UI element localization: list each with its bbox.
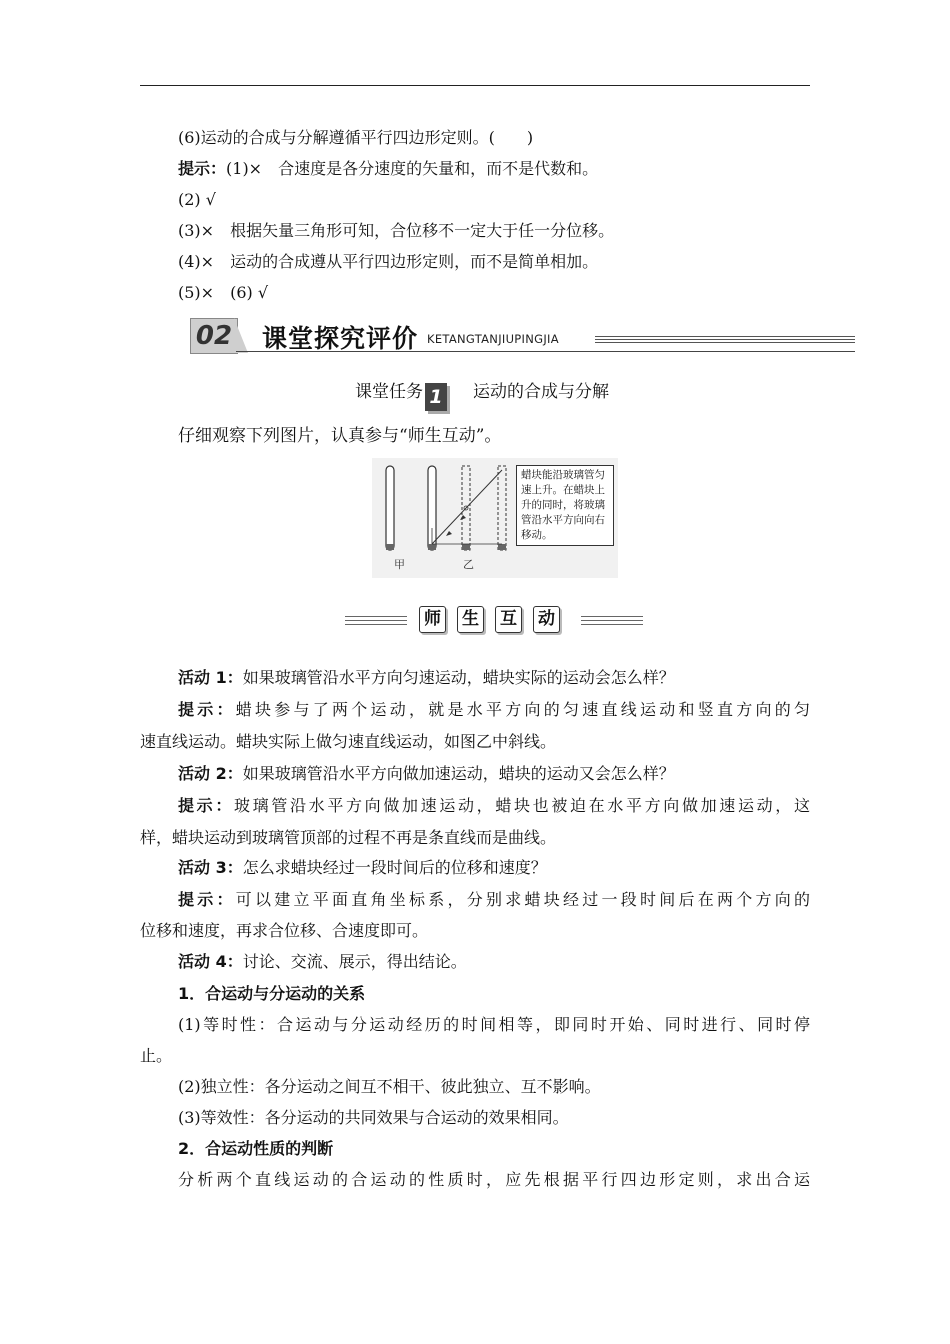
right-decor-lines bbox=[581, 616, 643, 628]
header-rule bbox=[140, 85, 810, 86]
tip-3-line-2: 位移和速度，再求合位移、合速度即可。 bbox=[140, 921, 429, 940]
tip-answer-2: (2) √ bbox=[178, 190, 216, 209]
tip-answer-1 bbox=[178, 159, 598, 179]
figure-caption: 蜡块能沿玻璃管匀速上升。在蜡块上升的同时，将玻璃管沿水平方向向右移动。 bbox=[516, 465, 614, 546]
answer-text: 合速度是各分速度的矢量和，而不是代数和。 bbox=[278, 159, 599, 178]
answer-mark: (4)× bbox=[178, 252, 215, 271]
point-text: (1)等时性：合运动与分运动经历的时间相等，即同时开始、同时进行、同时停 bbox=[178, 1015, 810, 1034]
tip-1-line-1 bbox=[178, 700, 810, 720]
tip-answer-5-6 bbox=[178, 283, 268, 303]
banner-rules bbox=[595, 336, 855, 345]
section-pinyin: KETANGTANJIUPINGJIA bbox=[427, 332, 559, 346]
task-heading bbox=[355, 380, 609, 411]
tip-text: 可以建立平面直角坐标系，分别求蜡块经过一段时间后在两个方向的 bbox=[235, 890, 810, 909]
section-title: 课堂探究评价 bbox=[262, 324, 419, 353]
point-2: (2)独立性：各分运动之间互不相干、彼此独立、互不影响。 bbox=[178, 1077, 601, 1096]
point-4 bbox=[178, 1170, 810, 1190]
section-banner bbox=[190, 318, 855, 354]
activity-label: 活动 2： bbox=[178, 764, 243, 783]
activity-label: 活动 4： bbox=[178, 952, 243, 971]
heading-judgement: 2．合运动性质的判断 bbox=[178, 1139, 334, 1158]
activity-question: 如果玻璃管沿水平方向匀速运动，蜡块实际的运动会怎么样？ bbox=[242, 668, 675, 687]
point-3: (3)等效性：各分运动的共同效果与合运动的效果相同。 bbox=[178, 1108, 569, 1127]
tip-label: 提示： bbox=[178, 700, 236, 719]
tip-answer-4 bbox=[178, 252, 598, 272]
interaction-header bbox=[345, 606, 645, 638]
box-char-2: 生 bbox=[457, 606, 484, 633]
section-number: 02 bbox=[190, 318, 238, 354]
label-yi: 乙 bbox=[463, 558, 474, 571]
activity-label: 活动 1： bbox=[178, 668, 243, 687]
point-1-line-1 bbox=[178, 1015, 810, 1035]
activity-1 bbox=[178, 668, 675, 688]
label-jia: 甲 bbox=[394, 558, 405, 571]
tip-label: 提示： bbox=[178, 890, 236, 909]
task-prefix: 课堂任务 bbox=[355, 382, 423, 402]
interaction-boxes bbox=[419, 606, 571, 633]
tip-label: 提示： bbox=[178, 159, 227, 178]
tip-3-line-1 bbox=[178, 890, 810, 910]
tip-label: 提示： bbox=[178, 796, 234, 815]
answer-5: (5)× bbox=[178, 283, 215, 302]
left-decor-lines bbox=[345, 616, 407, 628]
answer-mark: (1)× bbox=[226, 159, 263, 178]
tip-1-line-2: 速直线运动。蜡块实际上做匀速直线运动，如图乙中斜线。 bbox=[140, 732, 557, 751]
activity-4 bbox=[178, 952, 467, 972]
activity-question: 怎么求蜡块经过一段时间后的位移和速度？ bbox=[242, 858, 547, 877]
activity-label: 活动 3： bbox=[178, 858, 243, 877]
heading-relation: 1．合运动与分运动的关系 bbox=[178, 984, 366, 1003]
activity-2 bbox=[178, 764, 675, 784]
box-char-1: 师 bbox=[419, 606, 446, 633]
tip-text: 玻璃管沿水平方向做加速运动，蜡块也被迫在水平方向做加速运动，这 bbox=[234, 796, 810, 815]
task-number-badge: 1 bbox=[425, 383, 447, 411]
banner-slash bbox=[234, 318, 248, 353]
answer-mark: (3)× bbox=[178, 221, 215, 240]
tip-answer-3 bbox=[178, 221, 614, 241]
point-text: 分析两个直线运动的合运动的性质时，应先根据平行四边形定则，求出合运 bbox=[178, 1170, 810, 1189]
box-char-4: 动 bbox=[533, 606, 560, 633]
activity-question: 如果玻璃管沿水平方向做加速运动，蜡块的运动又会怎么样？ bbox=[242, 764, 675, 783]
tip-text: 蜡块参与了两个运动，就是水平方向的匀速直线运动和竖直方向的匀 bbox=[235, 700, 810, 719]
point-1-line-2: 止。 bbox=[140, 1046, 173, 1065]
tip-2-line-1 bbox=[178, 796, 810, 816]
question-6: (6)运动的合成与分解遵循平行四边形定则。( ) bbox=[178, 128, 534, 147]
answer-text: 运动的合成遵从平行四边形定则，而不是简单相加。 bbox=[230, 252, 599, 271]
answer-6: (6) √ bbox=[230, 283, 269, 302]
answer-text: 根据矢量三角形可知，合位移不一定大于任一分位移。 bbox=[230, 221, 615, 240]
activity-3 bbox=[178, 858, 547, 878]
task-title: 运动的合成与分解 bbox=[473, 382, 609, 402]
banner-underline bbox=[236, 351, 855, 352]
box-char-3: 互 bbox=[495, 606, 522, 633]
activity-question: 讨论、交流、展示，得出结论。 bbox=[242, 952, 467, 971]
intro-text: 仔细观察下列图片，认真参与“师生互动”。 bbox=[178, 426, 502, 446]
tip-2-line-2: 样，蜡块运动到玻璃管顶部的过程不再是条直线而是曲线。 bbox=[140, 828, 557, 847]
